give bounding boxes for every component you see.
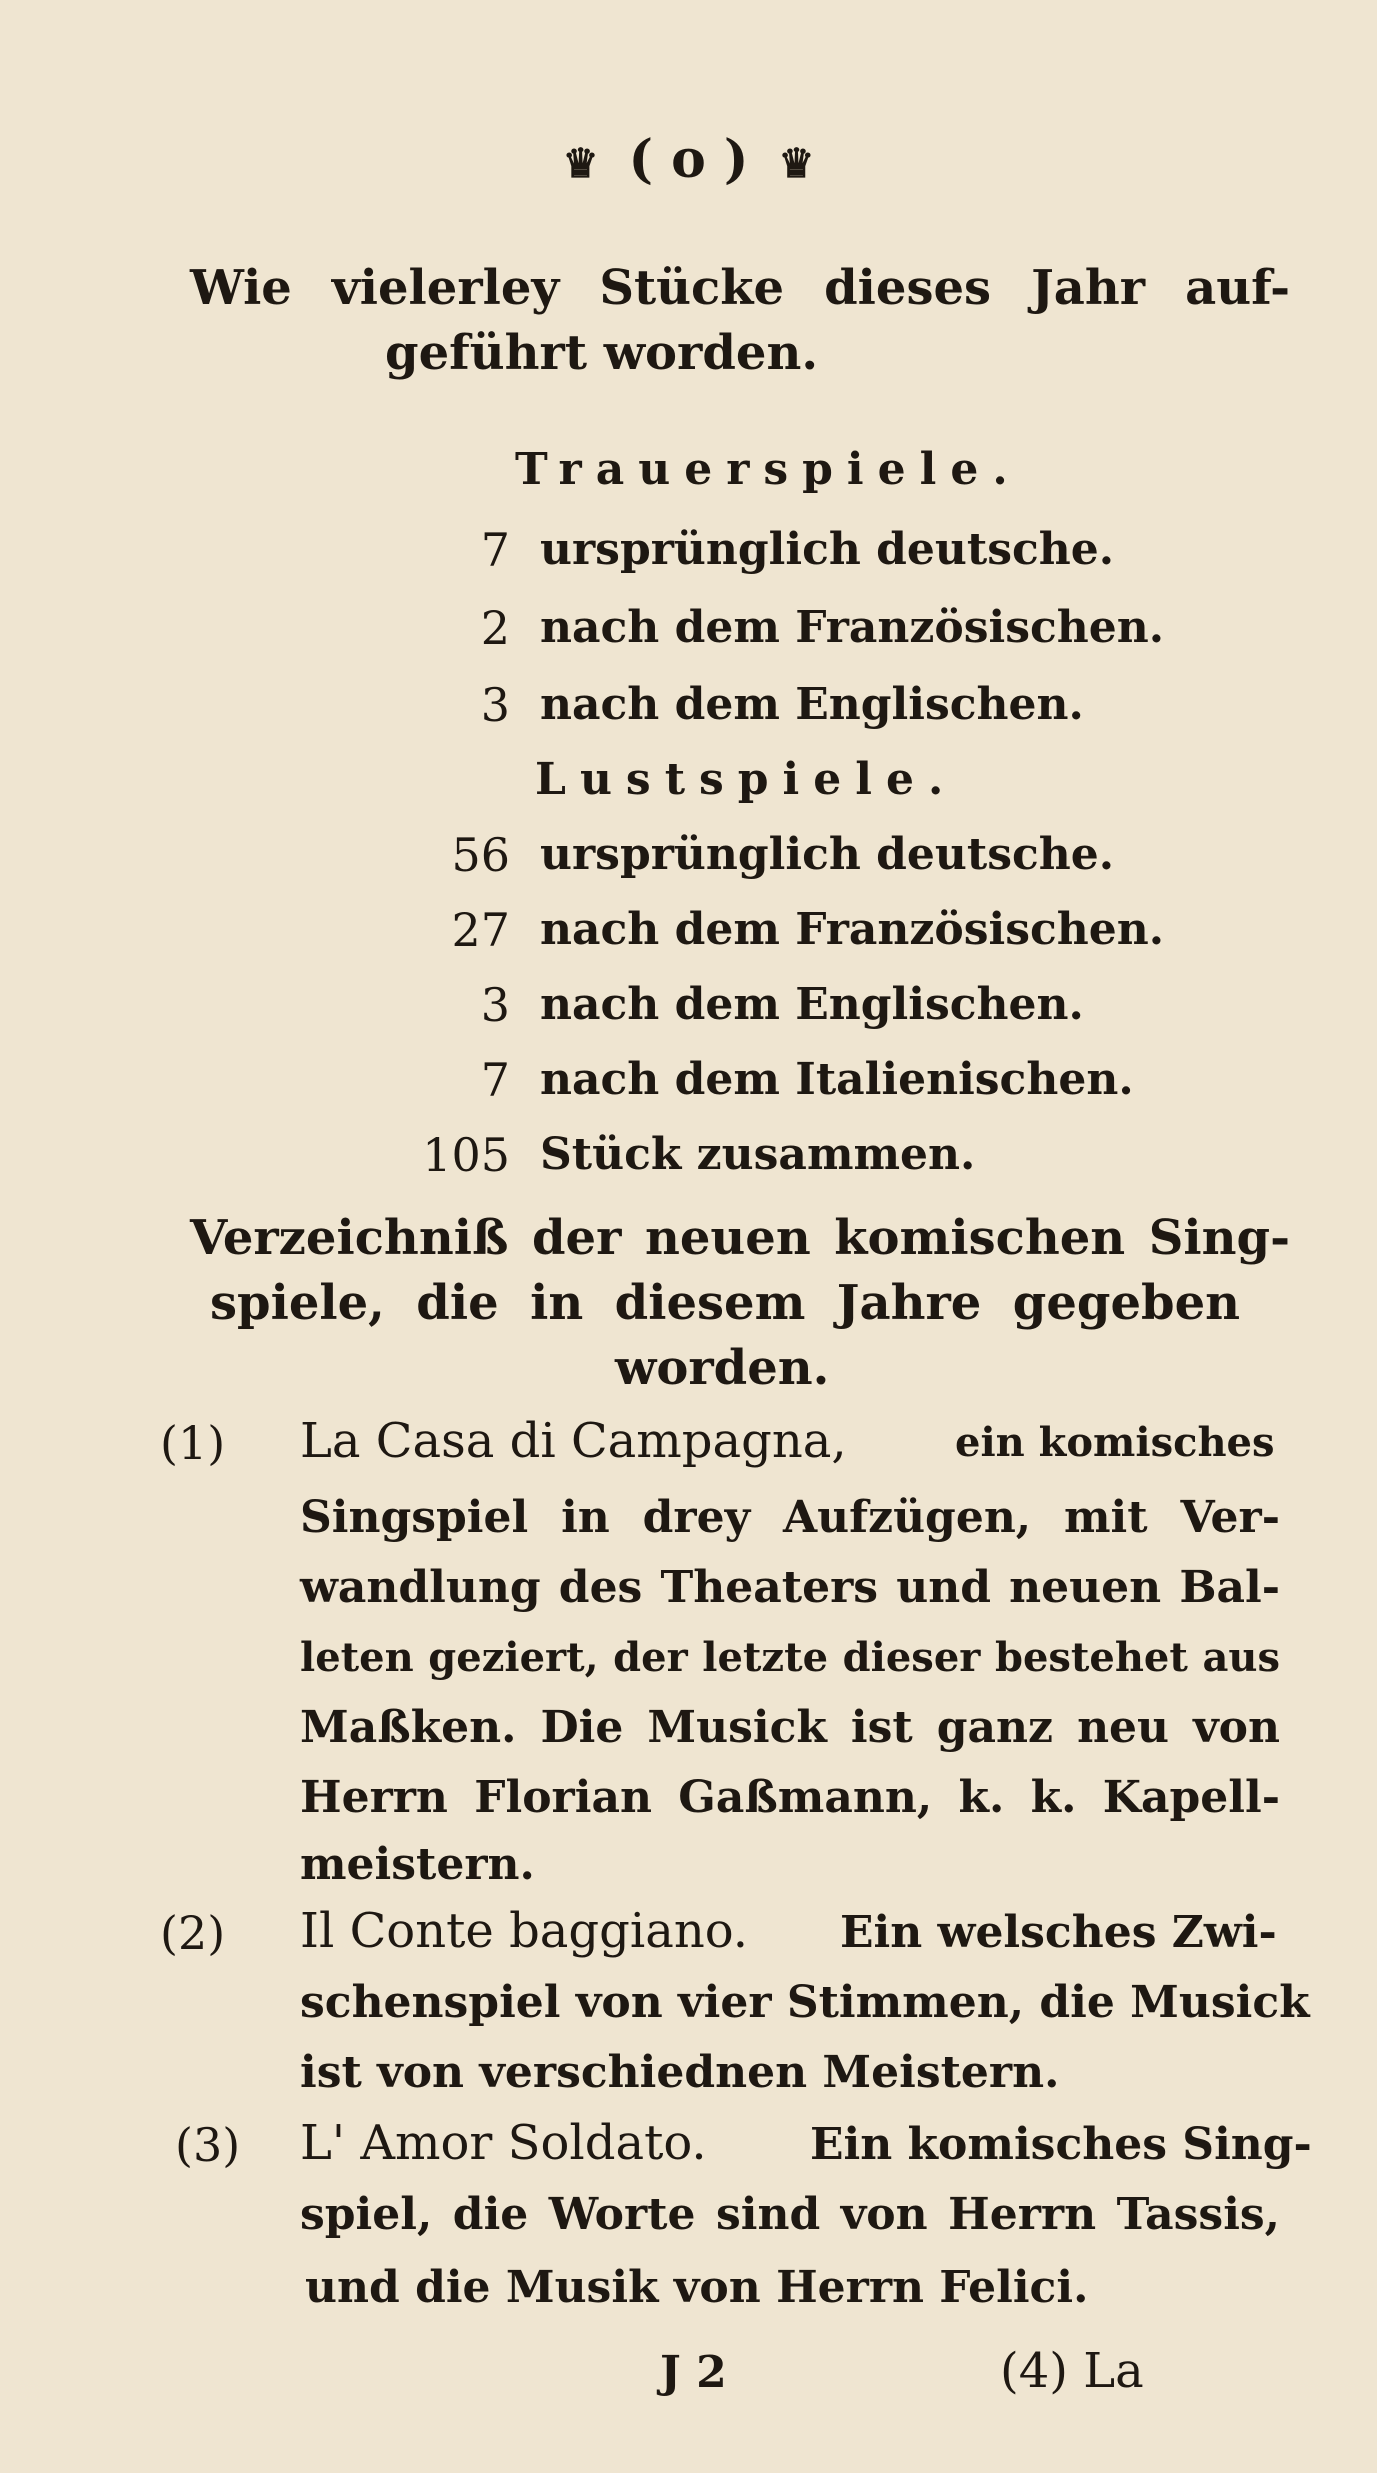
entry-line: Singspiel in drey Aufzügen, mit Ver-: [300, 1492, 1280, 1543]
entry-line: Herrn Florian Gaßmann, k. k. Kapell-: [300, 1772, 1280, 1823]
entry-line: ist von verschiednen Meistern.: [300, 2047, 1060, 2098]
entry-title: [300, 1413, 847, 1471]
count: 7: [480, 1053, 510, 1107]
entry-number: (3): [175, 2118, 241, 2172]
entry-line: leten geziert, der letzte dieser bestehet aus: [300, 1634, 1280, 1681]
row-text: ursprünglich deutsche.: [540, 524, 1115, 575]
total-count: 105: [422, 1128, 510, 1182]
page-number: ( o ): [628, 129, 749, 190]
entry-line: Ein welsches Zwi-: [840, 1907, 1277, 1958]
entry-number: (1): [160, 1416, 226, 1470]
entry-title-text: La Casa di Campagna,: [300, 1413, 847, 1469]
entry-title: [300, 1903, 748, 1961]
entry-line: Maßken. Die Musick ist ganz neu von: [300, 1702, 1280, 1753]
entry-line: ein komisches: [955, 1419, 1275, 1466]
row-text: nach dem Englischen.: [540, 679, 1084, 730]
entry-title: [300, 2115, 707, 2173]
crown-ornament-icon: ♛: [562, 140, 599, 187]
count: 3: [480, 978, 510, 1032]
entry-title-text: L' Amor Soldato.: [300, 2115, 707, 2171]
count: 2: [480, 601, 510, 655]
count: 56: [451, 828, 510, 882]
count: 27: [451, 903, 510, 957]
row-text: nach dem Französischen.: [540, 904, 1165, 955]
row-text: nach dem Französischen.: [540, 602, 1165, 653]
group-heading-trauerspiele: Trauerspiele.: [515, 444, 1022, 495]
entry-line: und die Musik von Herrn Felici.: [305, 2262, 1089, 2313]
section-title-line: Wie vielerley Stücke dieses Jahr auf-: [190, 260, 1290, 316]
entry-number: (2): [160, 1906, 226, 1960]
section-title-line: spiele, die in diesem Jahre gegeben: [210, 1275, 1240, 1331]
row-text: ursprünglich deutsche.: [540, 829, 1115, 880]
group-heading-lustspiele: Lustspiele.: [535, 754, 958, 805]
section-title-line: Verzeichniß der neuen komischen Sing-: [190, 1210, 1290, 1266]
entry-line: wandlung des Theaters und neuen Bal-: [300, 1562, 1280, 1613]
crown-ornament-icon: ♛: [778, 140, 815, 187]
count: 3: [480, 678, 510, 732]
entry-line: spiel, die Worte sind von Herrn Tassis,: [300, 2189, 1280, 2240]
section-title-line: geführt worden.: [385, 325, 819, 381]
signature-mark: J 2: [660, 2347, 727, 2398]
row-text: nach dem Italienischen.: [540, 1054, 1134, 1105]
total-text: Stück zusammen.: [540, 1129, 976, 1180]
running-header: [0, 129, 1377, 192]
entry-title-text: Il Conte baggiano.: [300, 1903, 749, 1959]
catchword: (4) La: [1000, 2343, 1144, 2399]
count: 7: [480, 523, 510, 577]
section-title-line: worden.: [615, 1340, 830, 1396]
entry-line: meistern.: [300, 1839, 535, 1890]
entry-line: Ein komisches Sing-: [810, 2119, 1312, 2170]
entry-line: schenspiel von vier Stimmen, die Musick: [300, 1977, 1310, 2028]
row-text: nach dem Englischen.: [540, 979, 1084, 1030]
